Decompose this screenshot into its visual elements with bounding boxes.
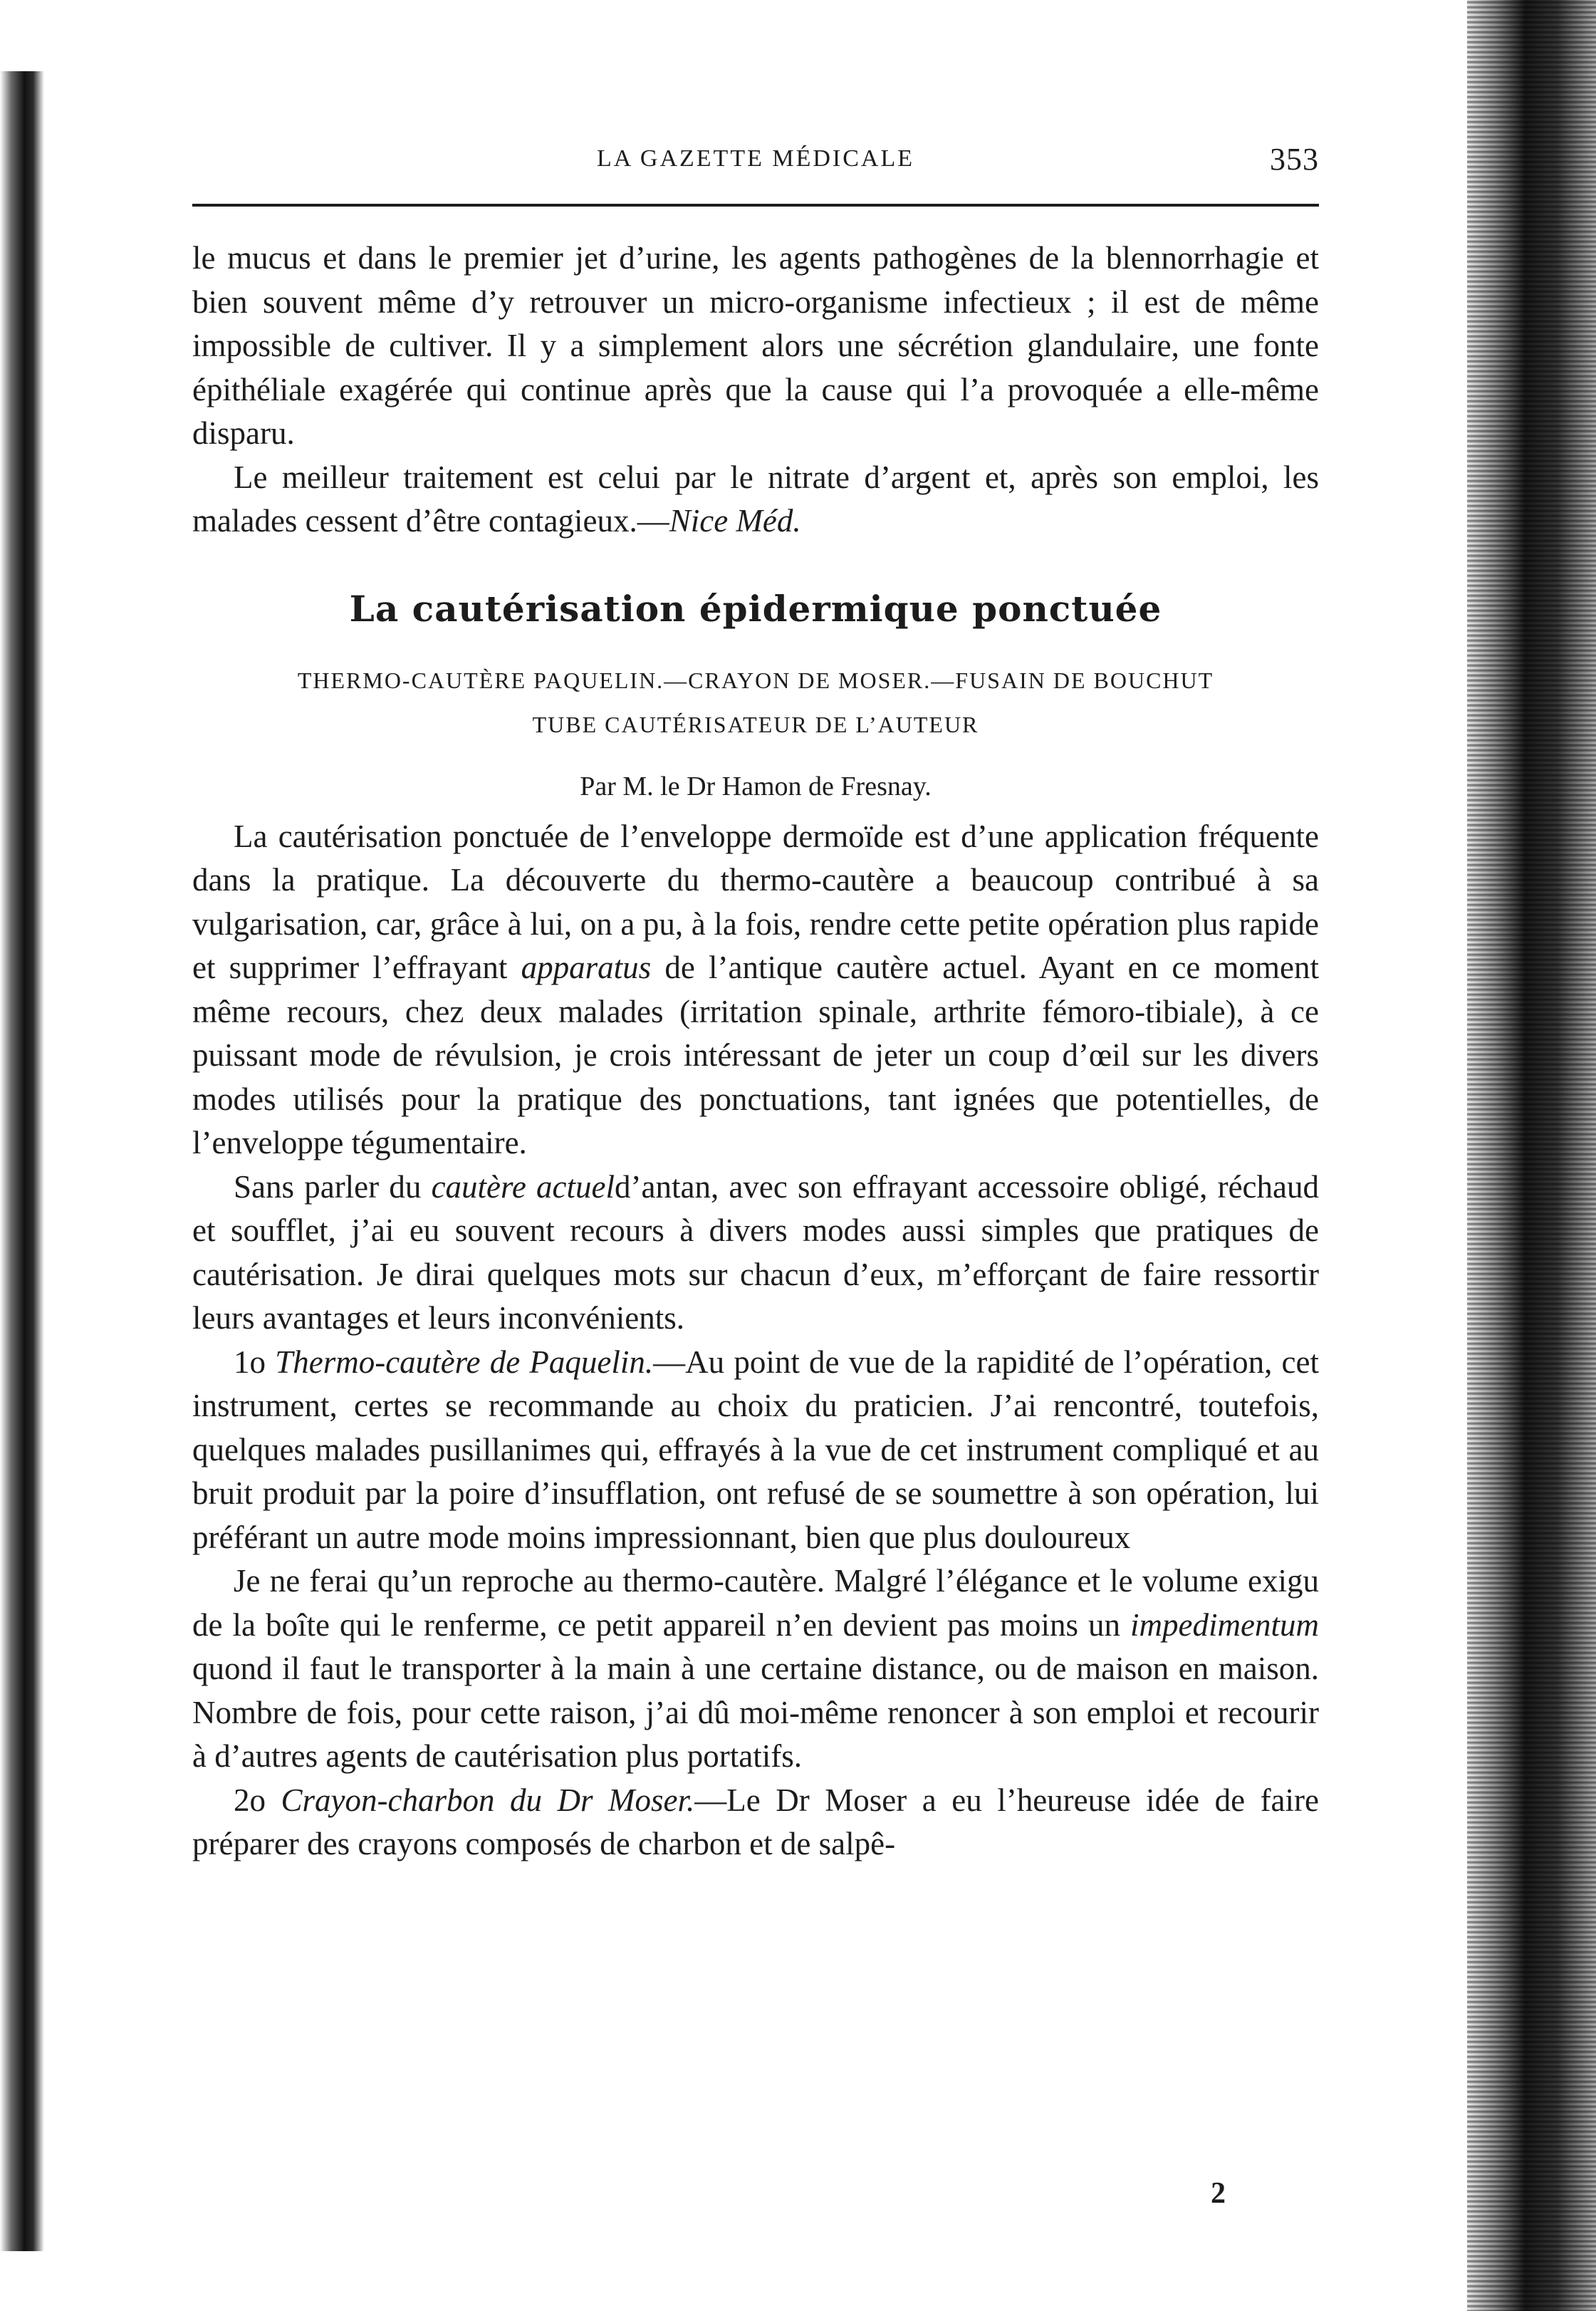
article-subtitle-line-1: THERMO-CAUTÈRE PAQUELIN.—CRAYON DE MOSER.—FUSAIN DE BOUCHUT: [297, 667, 1214, 693]
article-paragraph-3: [192, 1341, 1319, 1560]
article-paragraph-2-text-a: Sans parler du: [234, 1168, 432, 1205]
article-paragraph-3-number: 1o: [234, 1344, 276, 1380]
article-paragraph-4-emphasis: impedimentum: [1130, 1606, 1319, 1643]
article-paragraph-4: [192, 1559, 1319, 1779]
journal-page: [192, 135, 1319, 1866]
article-paragraph-5: [192, 1779, 1319, 1866]
intro-paragraph-2: [192, 456, 1319, 544]
source-citation: Nice Méd.: [669, 503, 801, 539]
article-paragraph-1-text-b: de l’antique cautère actuel. Ayant en ce moment même recours, chez deux malades (irritation spinale, arthrite fémoro-tibiale), à ce puissant mode de révulsion, je crois intéressant de jeter un coup d’œil sur les divers modes utilisés pour la pratique des ponctuations, tant ignées que potentielles, de l’enveloppe tégumentaire.: [192, 950, 1319, 1160]
article-paragraph-3-emphasis: Thermo-cautère de Paquelin.: [275, 1344, 654, 1380]
journal-title: LA GAZETTE MÉDICALE: [596, 145, 915, 172]
article-paragraph-4-text-b: quond il faut le transporter à la main à une certaine distance, ou de maison en maison. Nombre de fois, pour cette raison, j’ai dû moi-même renoncer à son emploi et recourir à d’autres agents de cautérisation plus portatifs.: [192, 1651, 1319, 1774]
article-title: La cautérisation épidermique ponctuée: [349, 587, 1162, 630]
article-paragraph-1: [192, 815, 1319, 1165]
article-paragraph-2-emphasis: cautère actuel: [431, 1168, 615, 1205]
article-paragraph-4-text-a: Je ne ferai qu’un reproche au thermo-cautère. Malgré l’élégance et le volume exigu de la boîte qui le renferme, ce petit appareil n’en devient pas moins un: [192, 1563, 1319, 1643]
article-paragraph-1-emphasis: apparatus: [521, 950, 652, 985]
left-binding-edge: [0, 71, 44, 2251]
article-paragraph-1-text-a: La cautérisation ponctuée de l’enveloppe dermoïde est d’une application fréquente dans la pratique. La découverte du thermo-cautère a beaucoup contribué à sa vulgarisation, car, grâce à lui, on a pu, à la fois, rendre cette petite opération plus rapide et supprimer l’effrayant: [192, 818, 1319, 985]
signature-mark: 2: [1211, 2177, 1226, 2210]
article-subtitle-line-2: TUBE CAUTÉRISATEUR DE L’AUTEUR: [532, 711, 979, 737]
article-paragraph-5-text: —Le Dr Moser a eu l’heureuse idée de faire préparer des crayons composés de charbon et de salpê-: [192, 1782, 1319, 1861]
article-paragraph-5-emphasis: Crayon-charbon du Dr Moser.: [281, 1782, 695, 1818]
author-byline: Par M. le Dr Hamon de Fresnay.: [580, 771, 932, 801]
intro-paragraph-2-text: Le meilleur traitement est celui par le nitrate d’argent et, après son emploi, les malades cessent d’être contagieux.—: [192, 459, 1319, 539]
article-paragraph-3-text: —Au point de vue de la rapidité de l’opération, cet instrument, certes se recommande au choix du praticien. J’ai rencontré, toutefois, quelques malades pusillanimes qui, effrayés à la vue de cet instrument compliqué et au bruit produit par la poire d’insufflation, ont refusé de se soumettre à son opération, lui préférant un autre mode moins impressionnant, bien que plus douloureux: [192, 1344, 1319, 1555]
intro-paragraph-1: le mucus et dans le premier jet d’urine, les agents pathogènes de la blennorrhagie et bien souvent même d’y retrouver un micro-organisme infectieux ; il est de même impossible de cultiver. Il y a simplement alors une sécrétion glandulaire, une fonte épithéliale exagérée qui continue après que la cause qui l’a provoquée a elle-même disparu.: [192, 240, 1319, 451]
article-paragraph-5-number: 2o: [234, 1782, 281, 1818]
header-rule: [192, 204, 1319, 207]
page-number: 353: [1270, 142, 1319, 177]
article-paragraph-2: [192, 1165, 1319, 1341]
article-paragraph-2-text-b: d’antan, avec son effrayant accessoire obligé, réchaud et soufflet, j’ai eu souvent recours à divers modes aussi simples que pratiques de cautérisation. Je dirai quelques mots sur chacun d’eux, m’efforçant de faire ressortir leurs avantages et leurs inconvénients.: [192, 1168, 1319, 1336]
running-head: [192, 135, 1319, 185]
right-binding-edge: [1467, 0, 1596, 2311]
